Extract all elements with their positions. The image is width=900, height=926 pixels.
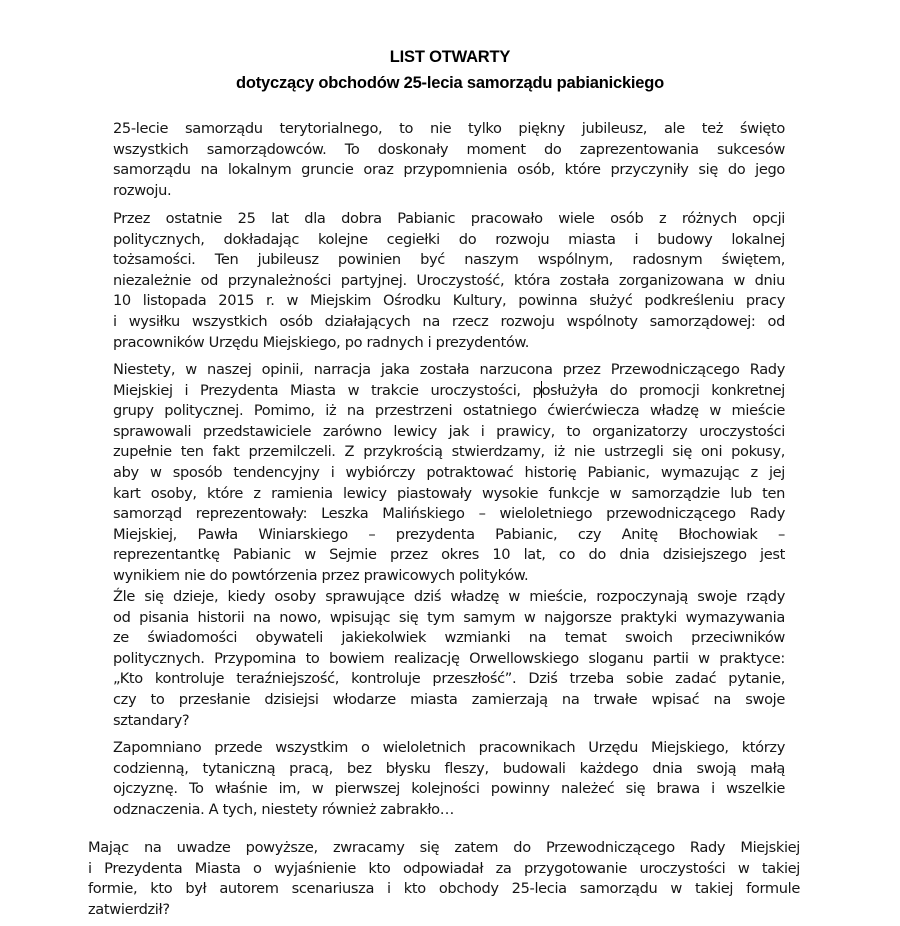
letter-heading xyxy=(0,44,900,96)
text-line: Źle się dzieje, kiedy osoby sprawujące dziś władzę w mieście, rozpoczynają swoje rządy xyxy=(113,588,785,605)
paragraph-2 xyxy=(113,209,785,353)
paragraph-3[interactable] xyxy=(113,360,785,587)
text-line: kart osoby, które z ramienia lewicy piastowały wysokie funkcje w samorządzie lub ten xyxy=(113,484,785,502)
text-line: Niestety, w naszej opinii, narracja jaka została narzucona przez Przewodniczącego Rady xyxy=(113,361,785,378)
text-line: formie, kto był autorem scenariusza i kto obchody 25-lecia samorządu w takiej formule xyxy=(88,880,800,898)
text-line: 25-lecie samorządu terytorialnego, to nie tylko piękny jubileusz, ale też święto xyxy=(113,120,785,137)
paragraph-6 xyxy=(88,838,800,920)
text-line: sztandary? xyxy=(113,711,190,729)
text-line: samorząd reprezentowały: Leszka Malińskiego – wieloletniego przewodniczącego Rady xyxy=(113,505,785,523)
text-line: 10 listopada 2015 r. w Miejskim Ośrodku Kultury, powinna służyć podkreśleniu pracy xyxy=(113,292,785,310)
text-line: politycznych, dokładając kolejne cegiełki do rozwoju miasta i budowy lokalnej xyxy=(113,230,785,248)
paragraph-1 xyxy=(113,119,785,201)
text-line: ze świadomości obywateli jakiekolwiek wzmianki na temat swoich przeciwników xyxy=(113,629,785,647)
text-line: wynikiem nie do powtórzenia przez prawicowych polityków. xyxy=(113,566,529,584)
paragraph-4 xyxy=(113,587,785,731)
text-line: zupełnie ten fakt przemilczeli. Z przykrością stwierdzamy, iż nie ustrzegli się oni pokusy, xyxy=(113,443,785,461)
text-before-cursor: Miejskiej i Prezydenta Miasta w trakcie uroczystości, p xyxy=(113,381,542,399)
letter-subtitle: dotyczący obchodów 25-lecia samorządu pabianickiego xyxy=(235,74,665,92)
text-line: niezależnie od przynależności partyjnej. Uroczystość, która została zorganizowana w dniu xyxy=(113,271,785,289)
text-line: reprezentantkę Pabianic w Sejmie przez okres 10 lat, co do dnia dzisiejszego jest xyxy=(113,546,785,564)
text-line: Przez ostatnie 25 lat dla dobra Pabianic pracowało wiele osób z różnych opcji xyxy=(113,210,785,227)
paragraph-5 xyxy=(113,738,785,820)
text-line-with-cursor[interactable] xyxy=(113,381,785,402)
text-line: Zapomniano przede wszystkim o wieloletnich pracownikach Urzędu Miejskiego, którzy xyxy=(113,739,785,756)
text-line: samorządu na lokalnym gruncie oraz przypomnienia osób, które przyczyniły się do jego xyxy=(113,161,785,179)
text-line: i wysiłku wszystkich osób działających na rzecz rozwoju wspólnoty samorządowej: od xyxy=(113,312,785,330)
text-line: ojczyznę. To właśnie im, w pierwszej kolejności powinny należeć się brawa i wszelkie xyxy=(113,780,785,798)
text-line: Mając na uwadze powyższe, zwracamy się zatem do Przewodniczącego Rady Miejskiej xyxy=(88,839,800,856)
text-line: i Prezydenta Miasta o wyjaśnienie kto odpowiadał za przygotowanie uroczystości w takiej xyxy=(88,859,800,877)
text-line: wszystkich samorządowców. To doskonały moment do zaprezentowania sukcesów xyxy=(113,140,785,158)
text-line: Miejskiej, Pawła Winiarskiego – prezydenta Pabianic, czy Anitę Błochowiak – xyxy=(113,525,785,543)
letter-title: LIST OTWARTY xyxy=(389,48,511,66)
text-line: codzienną, tytaniczną pracą, bez błysku fleszy, budowali każdego dnia swoją małą xyxy=(113,759,785,777)
text-line: zatwierdził? xyxy=(88,900,170,918)
text-line: pracowników Urzędu Miejskiego, po radnych i prezydentów. xyxy=(113,333,530,351)
text-after-cursor: osłużyła do promocji konkretnej xyxy=(541,381,785,399)
text-line: odznaczenia. A tych, niestety również zabrakło… xyxy=(113,800,454,818)
text-line: tożsamości. Ten jubileusz powinien być naszym wspólnym, radosnym świętem, xyxy=(113,251,785,269)
text-line: politycznych. Przypomina to bowiem realizację Orwellowskiego sloganu partii w praktyce: xyxy=(113,649,785,667)
text-line: aby w sposób tendencyjny i wybiórczy potraktować historię Pabianic, wymazując z jej xyxy=(113,463,785,481)
text-line: od pisania historii na nowo, wpisując się tym samym w najgorsze praktyki wymazywania xyxy=(113,608,785,626)
text-line: grupy politycznej. Pomimo, iż na przestrzeni ostatniego ćwierćwiecza władzę w mieście xyxy=(113,402,785,420)
text-line: czy to przesłanie dzisiejsi włodarze miasta zamierzają na trwałe wpisać na swoje xyxy=(113,690,785,708)
text-line: „Kto kontroluje teraźniejszość, kontroluje przeszłość”. Dziś trzeba sobie zadać pytanie, xyxy=(113,670,785,688)
text-line: sprawowali przedstawiciele zarówno lewicy jak i prawicy, to organizatorzy uroczystości xyxy=(113,422,785,440)
text-line: rozwoju. xyxy=(113,181,172,199)
